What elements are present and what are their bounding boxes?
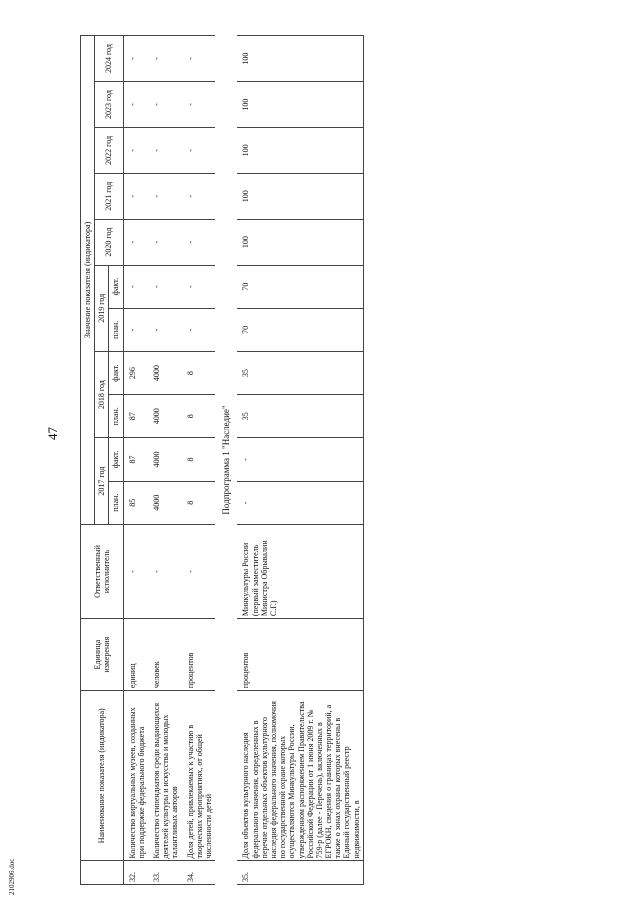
cell-2020: -	[123, 219, 148, 265]
rotated-table-container	[80, 35, 635, 885]
cell-2018-fact: 296	[123, 351, 148, 394]
cell-2024: -	[148, 36, 182, 82]
row-responsible: -	[123, 524, 148, 618]
cell-2018-plan: 8	[182, 395, 216, 438]
row-name: Количество стипендиатов среди выдающихся деятелей культуры и искусства и молодых талантливых авторов	[148, 691, 182, 861]
header-2017-fact: факт.	[109, 438, 123, 481]
cell-2023: -	[148, 82, 182, 128]
cell-2019-fact: 70	[237, 265, 363, 308]
row-responsible: -	[182, 524, 216, 618]
cell-2017-plan: -	[237, 481, 363, 524]
header-2019-plan: план.	[109, 308, 123, 351]
row-name: Доля детей, привлекаемых к участию в творческих мероприятиях, от общей численности детей	[182, 691, 216, 861]
row-responsible: -	[148, 524, 182, 618]
row-num: 35.	[237, 861, 363, 885]
cell-2019-plan: -	[123, 308, 148, 351]
row-unit: процентов	[182, 619, 216, 691]
cell-2021: -	[123, 173, 148, 219]
header-unit: Единица измерения	[81, 619, 124, 691]
header-2017: 2017 год	[95, 438, 109, 524]
row-unit: человек	[148, 619, 182, 691]
cell-2020: -	[182, 219, 216, 265]
cell-2019-fact: -	[123, 265, 148, 308]
header-2017-plan: план.	[109, 481, 123, 524]
page-number: 47	[45, 427, 60, 440]
cell-2020: -	[148, 219, 182, 265]
cell-2018-fact: 4000	[148, 351, 182, 394]
cell-2017-plan: 4000	[148, 481, 182, 524]
cell-2017-plan: 8	[182, 481, 216, 524]
cell-2017-fact: 87	[123, 438, 148, 481]
header-num	[81, 861, 124, 885]
table-row	[182, 36, 216, 885]
row-unit: процентов	[237, 619, 363, 691]
cell-2023: -	[123, 82, 148, 128]
cell-2017-fact: -	[237, 438, 363, 481]
cell-2022: -	[182, 127, 216, 173]
header-2018-fact: факт.	[109, 351, 123, 394]
row-name: Доля объектов культурного наследия федерального значения, определенных в перечне отдельных объектов культурного наследия федерального значения, полномочия по государственной охране которых осуществляются Минкультуры России, утвержденном распоряжением Правительства Российской Федерации от 1 июня 2009 г. № 759-р (далее - Перечень), включенных в ЕГРОКН, сведения о границах территорий, а также о зонах охраны которых внесены в Единый государственный реестр недвижимости, в	[237, 691, 363, 861]
row-num: 34.	[182, 861, 216, 885]
cell-2018-fact: 8	[182, 351, 216, 394]
cell-2021: -	[182, 173, 216, 219]
header-2020: 2020 год	[95, 219, 123, 265]
cell-2023: -	[182, 82, 216, 128]
cell-2018-plan: 35	[237, 395, 363, 438]
cell-2021: 100	[237, 173, 363, 219]
table-row	[123, 36, 148, 885]
cell-2017-plan: 85	[123, 481, 148, 524]
subprogram-row	[215, 36, 237, 885]
cell-2019-fact: -	[182, 265, 216, 308]
cell-2022: -	[123, 127, 148, 173]
table-row	[148, 36, 182, 885]
header-2018-plan: план.	[109, 395, 123, 438]
cell-2024: -	[182, 36, 216, 82]
header-2023: 2023 год	[95, 82, 123, 128]
cell-2018-plan: 4000	[148, 395, 182, 438]
row-name: Количество виртуальных музеев, созданных при поддержке федерального бюджета	[123, 691, 148, 861]
cell-2022: 100	[237, 127, 363, 173]
cell-2019-plan: -	[182, 308, 216, 351]
cell-2021: -	[148, 173, 182, 219]
cell-2022: -	[148, 127, 182, 173]
row-num: 32.	[123, 861, 148, 885]
footer-filename: 2102906.doc	[8, 858, 16, 895]
cell-2018-plan: 87	[123, 395, 148, 438]
header-responsible: Ответственный исполнитель	[81, 524, 124, 618]
header-2019-fact: факт.	[109, 265, 123, 308]
cell-2019-plan: -	[148, 308, 182, 351]
cell-2019-plan: 70	[237, 308, 363, 351]
indicators-table	[80, 35, 364, 885]
header-2019: 2019 год	[95, 265, 109, 351]
header-name: Наименование показателя (индикатора)	[81, 691, 124, 861]
cell-2017-fact: 4000	[148, 438, 182, 481]
header-2024: 2024 год	[95, 36, 123, 82]
header-2022: 2022 год	[95, 127, 123, 173]
cell-2020: 100	[237, 219, 363, 265]
cell-2024: -	[123, 36, 148, 82]
header-2018: 2018 год	[95, 351, 109, 437]
cell-2024: 100	[237, 36, 363, 82]
cell-2023: 100	[237, 82, 363, 128]
row-num: 33.	[148, 861, 182, 885]
row-responsible: Минкультуры России (первый заместитель Министра Обрывалин С.Г.)	[237, 524, 363, 618]
header-2021: 2021 год	[95, 173, 123, 219]
cell-2018-fact: 35	[237, 351, 363, 394]
subprogram-title: Подпрограмма 1 "Наследие"	[221, 405, 232, 515]
header-values: Значение показателя (индикатора)	[81, 36, 95, 525]
cell-2019-fact: -	[148, 265, 182, 308]
cell-2017-fact: 8	[182, 438, 216, 481]
row-unit: единиц	[123, 619, 148, 691]
table-row	[237, 36, 363, 885]
